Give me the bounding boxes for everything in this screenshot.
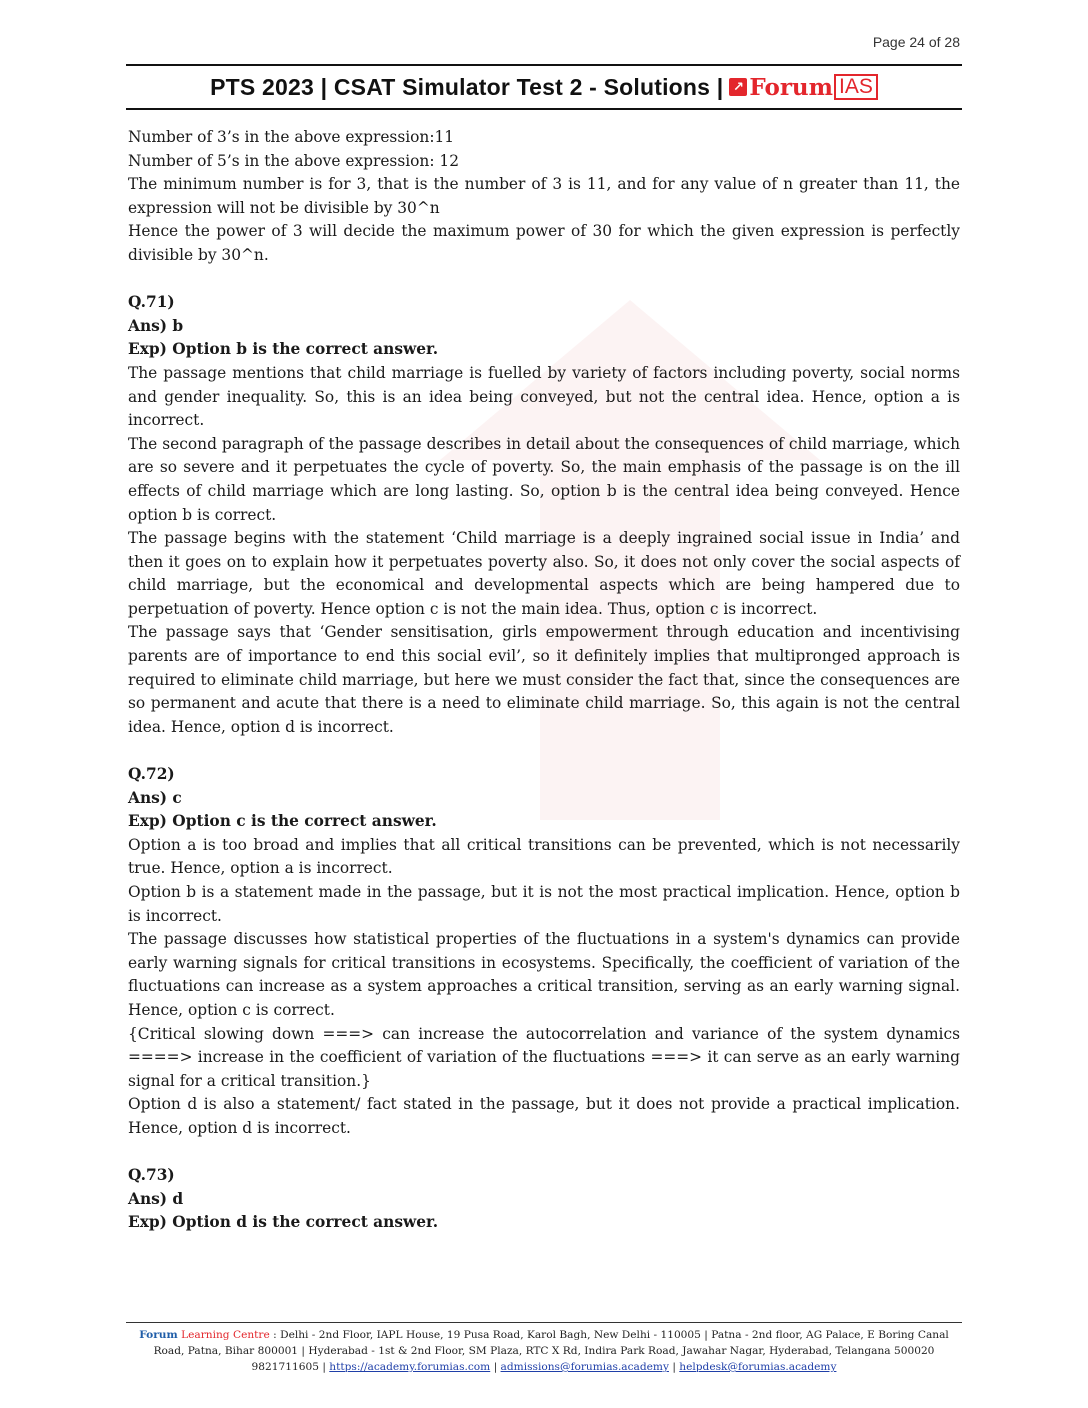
explanation-paragraph: Option b is a statement made in the passage, but it is not the most practical implication. Hence, option b is incorrect. xyxy=(128,883,960,925)
intro-line: Number of 5’s in the above expression: 12 xyxy=(128,151,459,170)
explanation-paragraph: The passage begins with the statement ‘Child marriage is a deeply ingrained social issue in India’ and then it goes on to explain how it perpetuates poverty also. So, it does not only cover the social aspects of child marriage, but the economical and developmental aspects which are being hampered due to perpetuation of poverty. Hence option c is not the main idea. Thus, option c is incorrect. xyxy=(128,529,960,618)
explanation-heading: Exp) Option c is the correct answer. xyxy=(128,812,437,831)
intro-line: Number of 3’s in the above expression:11 xyxy=(128,128,455,146)
explanation-heading: Exp) Option d is the correct answer. xyxy=(128,1213,439,1232)
answer-line: Ans) d xyxy=(128,1189,184,1208)
explanation-paragraph: Option a is too broad and implies that all critical transitions can be prevented, which is not necessarily true. Hence, option a is incorrect. xyxy=(128,835,960,878)
intro-line: The minimum number is for 3, that is the number of 3 is 11, and for any value of n greater than 11, the expression will not be divisible by 30^n xyxy=(128,175,960,217)
helpdesk-email-link[interactable]: helpdesk@forumias.academy xyxy=(679,1361,837,1373)
admissions-email-link[interactable]: admissions@forumias.academy xyxy=(500,1361,669,1373)
page-footer: Forum Learning Centre : Delhi - 2nd Floor, IAPL House, 19 Pusa Road, Karol Bagh, New Delhi - 110005 | Patna - 2nd floor, AG Palace, E Boring Canal Road, Patna, Bihar 800001 | Hyderabad - 1st & 2nd Floor, SM Plaza, RTC X Rd, Indira Park Road, Jawahar Nagar, Hyderabad, Telangana 500020 9821711605 | https://academy.forumias.com | admissions@forumias.academy | helpdesk@forumias.academy xyxy=(126,1322,962,1375)
footer-colon: : xyxy=(273,1329,277,1341)
question-number: Q.72) xyxy=(128,765,175,784)
academy-link[interactable]: https://academy.forumias.com xyxy=(329,1361,491,1373)
explanation-paragraph: Option d is also a statement/ fact stated in the passage, but it does not provide a practical implication. Hence, option d is incorrect. xyxy=(128,1095,960,1137)
logo-ias-text: IAS xyxy=(834,74,878,100)
footer-brand-lc: Learning Centre xyxy=(181,1329,270,1341)
explanation-heading: Exp) Option b is the correct answer. xyxy=(128,340,439,359)
explanation-paragraph: The passage discusses how statistical properties of the fluctuations in a system's dynamics can provide early warning signals for critical transitions in ecosystems. Specifically, the coefficient of variation of the fluctuations can increase as a system approaches a critical transition, serving as an early warning signal. Hence, option c is correct. xyxy=(128,930,960,1019)
arrow-icon: ↗ xyxy=(729,78,747,96)
explanation-paragraph: The passage says that ‘Gender sensitisation, girls empowerment through education and incentivising parents are of importance to end this social evil’, so it definitely implies that multipronged approach is required to eliminate child marriage, but here we must consider the fact that, since the consequences are so permanent and acute that there is a need to eliminate child marriage. So, this again is not the central idea. Hence, option d is incorrect. xyxy=(128,623,960,736)
solutions-content xyxy=(128,126,960,1235)
intro-line: Hence the power of 3 will decide the maximum power of 30 for which the given expression is perfectly divisible by 30^n. xyxy=(128,222,960,264)
explanation-paragraph: The second paragraph of the passage describes in detail about the consequences of child marriage, which are so severe and it perpetuates the cycle of poverty. So, the main emphasis of the passage is on the ill effects of child marriage which are long lasting. So, option b is the central idea being conveyed. Hence option b is correct. xyxy=(128,434,960,524)
logo-forum-text: Forum xyxy=(749,73,833,101)
explanation-paragraph: {Critical slowing down ===> can increase the autocorrelation and variance of the system dynamics ====> increase in the coefficient of variation of the fluctuations ===> it can serve as an early warning signal for a critical transition.} xyxy=(128,1024,960,1090)
header-title: PTS 2023 | CSAT Simulator Test 2 - Solutions | xyxy=(210,73,724,100)
answer-line: Ans) c xyxy=(128,788,182,807)
page-number: Page 24 of 28 xyxy=(872,34,960,50)
footer-phone: 9821711605 xyxy=(251,1361,319,1373)
explanation-paragraph: The passage mentions that child marriage is fuelled by variety of factors including poverty, social norms and gender inequality. So, this is an idea being conveyed, but not the central idea. Hence, option a is incorrect. xyxy=(128,363,960,430)
question-number: Q.71) xyxy=(128,293,175,312)
forumias-logo xyxy=(729,74,877,101)
answer-line: Ans) b xyxy=(128,316,184,335)
question-number: Q.73) xyxy=(128,1166,175,1185)
footer-brand-forum: Forum xyxy=(139,1329,178,1341)
document-header xyxy=(126,64,962,110)
footer-address: Delhi - 2nd Floor, IAPL House, 19 Pusa Road, Karol Bagh, New Delhi - 110005 | Patna - 2nd floor, AG Palace, E Boring Canal Road, Patna, Bihar 800001 | Hyderabad - 1st & 2nd Floor, SM Plaza, RTC X Rd, Indira Park Road, Jawahar Nagar, Hyderabad, Telangana 500020 xyxy=(153,1329,949,1357)
